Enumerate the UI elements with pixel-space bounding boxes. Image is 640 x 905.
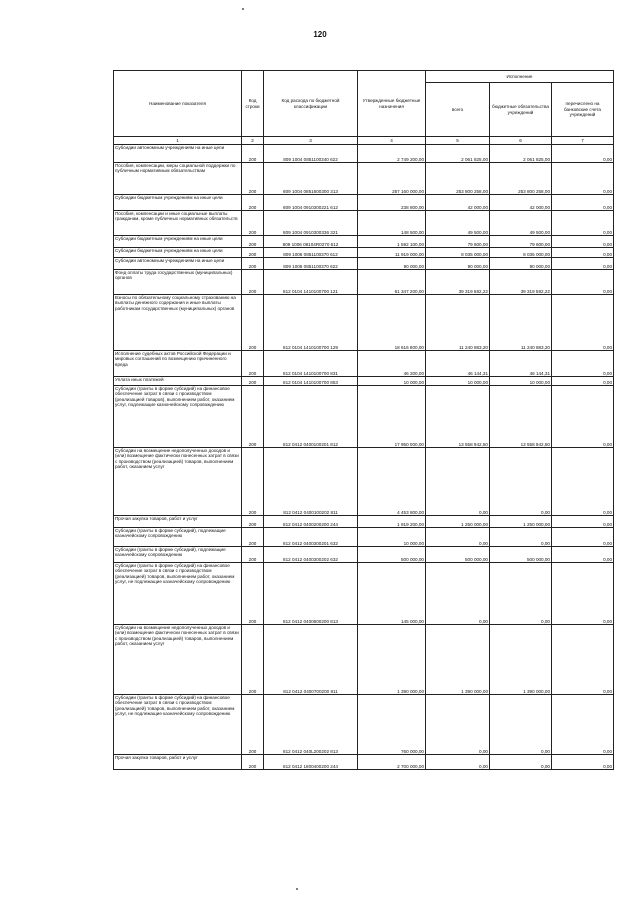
table-row [114,351,614,377]
table-row [114,755,614,770]
row-total: 0,00 [426,528,490,547]
header-execution: Исполнение [426,71,614,83]
row-total: 1 250 000,00 [426,516,490,528]
row-classification-code: 809 1006 0851100370 612 [264,248,358,258]
row-total: 0,00 [426,755,490,770]
row-name: Субсидии бюджетным учреждениям на иные цели [114,248,242,258]
row-total: 13 558 942,50 [426,386,490,448]
budget-execution-table [113,70,614,770]
row-classification-code: 809 1006 0851100370 622 [264,258,358,270]
row-obligations: 11 240 883,20 [490,295,552,351]
row-classification-code: 812 0412 0400300202 632 [264,547,358,563]
row-transferred: 0,00 [552,625,614,695]
row-approved: 1 390 000,00 [358,625,426,695]
row-approved: 148 500,00 [358,211,426,236]
row-total: 49 500,00 [426,211,490,236]
table-row [114,563,614,625]
row-transferred: 0,00 [552,295,614,351]
table-row [114,195,614,211]
row-obligations: 0,00 [490,448,552,516]
row-approved: 18 616 800,00 [358,295,426,351]
row-approved: 46 200,00 [358,351,426,377]
row-code: 200 [242,563,264,625]
row-code: 200 [242,163,264,195]
row-approved: 10 000,00 [358,528,426,547]
table-row [114,386,614,448]
row-approved: 61 347 200,00 [358,270,426,295]
table-row [114,258,614,270]
row-approved: 90 000,00 [358,258,426,270]
row-transferred: 0,00 [552,528,614,547]
column-number: 7 [552,137,614,145]
row-classification-code: 812 0104 1410100700 129 [264,295,358,351]
row-classification-code: 809 1004 0910300336 321 [264,211,358,236]
row-total: 0,00 [426,563,490,625]
row-transferred: 0,00 [552,755,614,770]
row-classification-code: 812 0104 1410100700 121 [264,270,358,295]
table-row [114,211,614,236]
row-name: Субсидии на возмещение недополученных доходов и (или) возмещение фактически понесенных затрат в связи с производством (реализацией) товаров, выполнением работ, оказанием услуг [114,625,242,695]
table-row [114,163,614,195]
row-name: Субсидии автономным учреждениям на иные цели [114,145,242,163]
header-obligations: бюджетные обязательства учреждений [490,83,552,137]
table-row [114,625,614,695]
table-row [114,448,614,516]
row-transferred: 0,00 [552,516,614,528]
column-number: 1 [114,137,242,145]
header-transferred: перечислено на банковские счета учреждений [552,83,614,137]
column-number: 5 [426,137,490,145]
row-total: 10 000,00 [426,377,490,386]
row-transferred: 0,00 [552,351,614,377]
row-total: 11 240 883,20 [426,295,490,351]
row-obligations: 1 250 000,00 [490,516,552,528]
row-obligations: 79 600,00 [490,236,552,248]
row-classification-code: 812 0412 1800400200 244 [264,755,358,770]
table-row [114,516,614,528]
row-code: 200 [242,386,264,448]
row-classification-code: 812 0412 0400200200 244 [264,516,358,528]
row-total: 500 000,00 [426,547,490,563]
row-approved: 760 000,00 [358,695,426,755]
row-code: 200 [242,236,264,248]
row-total: 46 144,31 [426,351,490,377]
row-code: 200 [242,195,264,211]
row-code: 200 [242,270,264,295]
row-classification-code: 812 0412 0400100201 812 [264,386,358,448]
row-transferred: 0,00 [552,195,614,211]
row-approved: 2 700 000,00 [358,755,426,770]
row-obligations: 253 800 258,00 [490,163,552,195]
row-transferred: 0,00 [552,236,614,248]
row-total: 1 390 000,00 [426,625,490,695]
row-classification-code: 809 1004 0851600300 313 [264,163,358,195]
row-obligations: 1 390 000,00 [490,625,552,695]
row-name: Субсидии (гранты в форме субсидий), подлежащие казначейскому сопровождению [114,528,242,547]
column-number: 2 [242,137,264,145]
row-approved: 145 000,00 [358,563,426,625]
column-number: 3 [264,137,358,145]
column-number: 6 [490,137,552,145]
row-classification-code: 812 0104 1410100700 853 [264,377,358,386]
row-approved: 500 000,00 [358,547,426,563]
row-classification-code: 812 0104 1410100700 831 [264,351,358,377]
row-code: 200 [242,448,264,516]
row-total: 0,00 [426,448,490,516]
row-total: 90 000,00 [426,258,490,270]
row-code: 200 [242,248,264,258]
row-obligations: 49 500,00 [490,211,552,236]
row-transferred: 0,00 [552,563,614,625]
row-approved: 1 919 200,00 [358,516,426,528]
row-name: Субсидии (гранты в форме субсидий) на финансовое обеспечение затрат в связи с производством (реализацией) товаров, выполнением работ, оказанием услуг, не подлежащие казначейскому сопровождению [114,563,242,625]
row-code: 200 [242,211,264,236]
row-total: 79 600,00 [426,236,490,248]
row-code: 200 [242,351,264,377]
row-name: Пособия, компенсации и иные социальные выплаты гражданам, кроме публичных нормативных обязательств [114,211,242,236]
table-row [114,236,614,248]
row-name: Прочая закупка товаров, работ и услуг [114,755,242,770]
row-transferred: 0,00 [552,695,614,755]
row-code: 200 [242,295,264,351]
row-name: Фонд оплаты труда государственных (муниципальных) органов [114,270,242,295]
row-classification-code: 812 0412 0400600200 813 [264,563,358,625]
row-name: Субсидии бюджетным учреждениям на иные цели [114,195,242,211]
row-approved: 238 800,00 [358,195,426,211]
row-obligations: 10 000,00 [490,377,552,386]
row-code: 200 [242,516,264,528]
row-name: Пособия, компенсации, меры социальной поддержки по публичным нормативным обязательствам [114,163,242,195]
scan-speck [296,888,298,890]
row-total: 253 800 258,00 [426,163,490,195]
row-approved: 17 950 000,00 [358,386,426,448]
row-obligations: 0,00 [490,695,552,755]
row-obligations: 13 558 942,50 [490,386,552,448]
row-approved: 11 919 000,00 [358,248,426,258]
row-name: Субсидии автономным учреждениям на иные цели [114,258,242,270]
row-name: Субсидии бюджетным учреждениям на иные цели [114,236,242,248]
row-obligations: 0,00 [490,528,552,547]
row-classification-code: 812 0412 0400300201 632 [264,528,358,547]
row-obligations: 2 061 825,00 [490,145,552,163]
row-total: 2 061 825,00 [426,145,490,163]
row-approved: 1 592 100,00 [358,236,426,248]
row-code: 200 [242,547,264,563]
row-obligations: 90 000,00 [490,258,552,270]
table-row [114,248,614,258]
table-row [114,377,614,386]
row-total: 39 319 582,22 [426,270,490,295]
row-classification-code: 812 0412 0400700200 811 [264,625,358,695]
table-row [114,270,614,295]
row-transferred: 0,00 [552,248,614,258]
row-obligations: 8 035 000,00 [490,248,552,258]
row-approved: 10 000,00 [358,377,426,386]
row-classification-code: 809 1004 0851100340 622 [264,145,358,163]
row-transferred: 0,00 [552,270,614,295]
row-total: 42 000,00 [426,195,490,211]
column-number: 4 [358,137,426,145]
row-classification-code: 809 1004 0910300221 612 [264,195,358,211]
row-obligations: 0,00 [490,563,552,625]
row-obligations: 42 000,00 [490,195,552,211]
row-transferred: 0,00 [552,145,614,163]
row-transferred: 0,00 [552,386,614,448]
table-row [114,695,614,755]
page-number: 120 [313,30,327,39]
row-code: 200 [242,528,264,547]
row-name: Субсидии (гранты в форме субсидий), подлежащие казначейскому сопровождению [114,547,242,563]
row-name: Субсидии (гранты в форме субсидий) на финансовое обеспечение затрат в связи с производством (реализацией товаров), выполнением работ, оказанием услуг, подлежащие казначейскому сопровождению [114,386,242,448]
row-code: 200 [242,145,264,163]
row-code: 200 [242,377,264,386]
header-total: всего [426,83,490,137]
row-code: 200 [242,755,264,770]
row-name: Взносы по обязательному социальному страхованию на выплаты денежного содержания и иные выплаты работникам государственных (муниципальных) органов [114,295,242,351]
table-row [114,528,614,547]
row-transferred: 0,00 [552,258,614,270]
row-classification-code: 812 0412 0400100202 811 [264,448,358,516]
row-name: Субсидии на возмещение недополученных доходов и (или) возмещение фактически понесенных затрат в связи с производством (реализацией) товаров, выполнением работ, оказанием услуг [114,448,242,516]
row-classification-code: 812 0412 040L200202 813 [264,695,358,755]
row-approved: 2 749 200,00 [358,145,426,163]
header-code: Код строки [242,71,264,137]
row-code: 200 [242,258,264,270]
column-number-row [114,137,614,145]
row-code: 200 [242,625,264,695]
header-classification: Код расхода по бюджетной классификации [264,71,358,137]
row-code: 200 [242,695,264,755]
row-obligations: 39 319 582,22 [490,270,552,295]
row-approved: 4 453 800,00 [358,448,426,516]
scan-speck [242,8,244,10]
row-name: Уплата иных платежей [114,377,242,386]
row-classification-code: 809 1006 08104R0270 612 [264,236,358,248]
table-row [114,547,614,563]
row-transferred: 0,00 [552,377,614,386]
header-name: Наименование показателя [114,71,242,137]
row-obligations: 0,00 [490,755,552,770]
row-obligations: 500 000,00 [490,547,552,563]
row-total: 0,00 [426,695,490,755]
header-approved: Утвержденные бюджетные назначения [358,71,426,137]
row-transferred: 0,00 [552,163,614,195]
row-transferred: 0,00 [552,547,614,563]
row-total: 8 035 000,00 [426,248,490,258]
row-obligations: 46 144,31 [490,351,552,377]
row-name: Исполнение судебных актов Российской Федерации и мировых соглашений по возмещению причиненного вреда [114,351,242,377]
row-transferred: 0,00 [552,211,614,236]
row-name: Прочая закупка товаров, работ и услуг [114,516,242,528]
row-approved: 257 160 000,00 [358,163,426,195]
row-transferred: 0,00 [552,448,614,516]
table-row [114,295,614,351]
table-row [114,145,614,163]
row-name: Субсидии (гранты в форме субсидий) на финансовое обеспечение затрат в связи с производством (реализацией) товаров, выполнением работ, оказанием услуг, не подлежащие казначейскому сопровождению [114,695,242,755]
